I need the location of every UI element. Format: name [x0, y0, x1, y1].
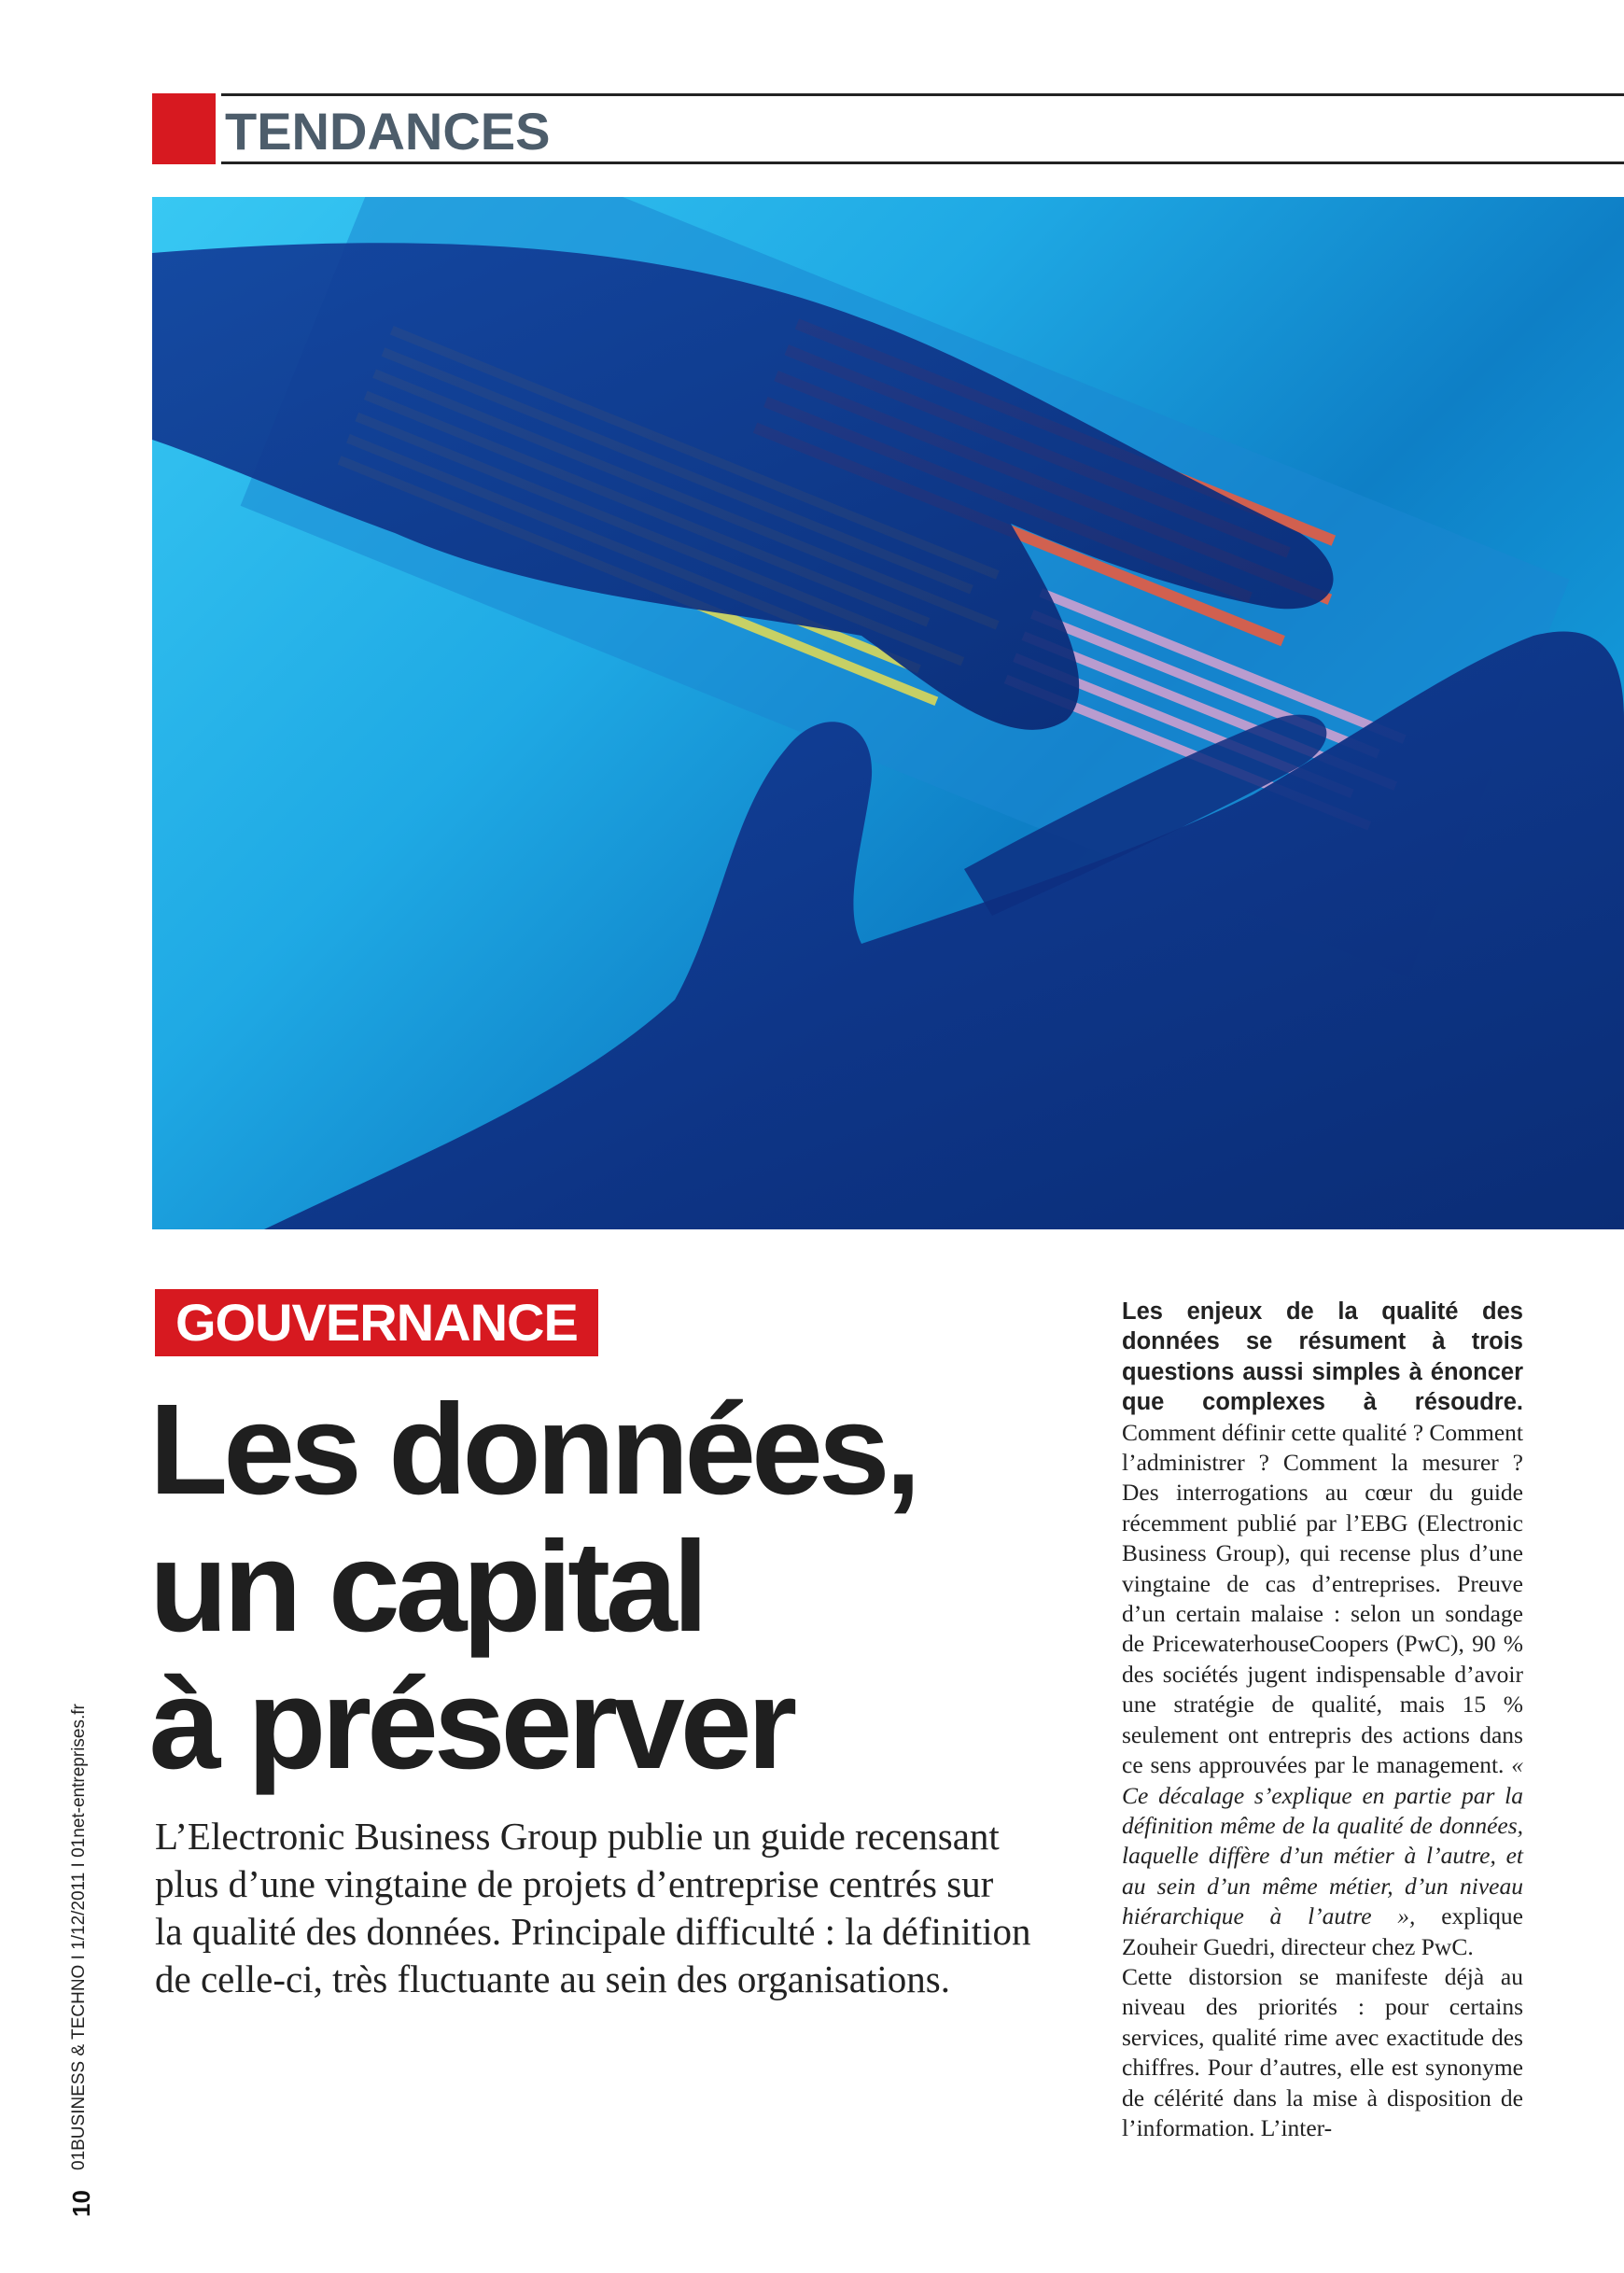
- rubric-rule-bottom: [221, 161, 1624, 164]
- article-standfirst: [155, 1813, 1032, 2003]
- hero-photo-hands-data: [152, 197, 1624, 1229]
- standfirst-line: L’Electronic Business Group publie un guide recensant: [155, 1815, 1000, 1858]
- hero-illustration: [152, 197, 1624, 1229]
- standfirst-line: la qualité des données. Principale difficulté : la définition: [155, 1910, 1031, 1953]
- standfirst-line: de celle-ci, très fluctuante au sein des organisations.: [155, 1957, 950, 2000]
- body-attribution: explique Zouheir Guedri, directeur chez PwC.: [1122, 1902, 1523, 1960]
- body-lead-in: Les enjeux de la qualité des données se résument à trois questions aussi simples à énoncer que complexes à résoudre.: [1122, 1298, 1523, 1416]
- body-paragraph-2: Cette distorsion se manifeste déjà au niveau des priorités : pour certains services, qualité rime avec exactitude des chiffres. Pour d’autres, elle est synonyme de célérité dans la mise à disposition de l’information. L’inter-: [1122, 1962, 1523, 2141]
- page-number: 10: [67, 2190, 95, 2217]
- kicker-label: GOUVERNANCE: [155, 1289, 598, 1356]
- article-body-column: [1122, 1297, 1523, 2143]
- rubric-red-block: [152, 93, 216, 164]
- headline-line: à préserver: [149, 1652, 793, 1796]
- headline-line: un capital: [149, 1515, 705, 1659]
- section-rubric: [152, 93, 1624, 164]
- headline-line: Les données,: [149, 1378, 917, 1522]
- body-paragraph-1: [1122, 1297, 1523, 1962]
- article-headline: [149, 1378, 952, 1796]
- rubric-title: TENDANCES: [225, 102, 551, 161]
- page-sidebar-credit: 01BUSINESS & TECHNO I 1/12/2011 I 01net-entreprises.fr: [69, 1704, 89, 2170]
- rubric-rule-top: [221, 93, 1624, 96]
- standfirst-line: plus d’une vingtaine de projets d’entreprise centrés sur: [155, 1862, 994, 1905]
- body-text: Comment définir cette qualité ? Comment l’administrer ? Comment la mesurer ? Des interrogations au cœur du guide récemment publié par l’EBG (Electronic Business Group), qui recense plus d’une vingtaine de cas d’entreprises. Preuve d’un certain malaise : selon un sondage de PricewaterhouseCoopers (PwC), 90 % des sociétés jugent indispensable d’avoir une stratégie de qualité, mais 15 % seulement ont entrepris des actions dans ce sens approuvées par le management.: [1122, 1418, 1523, 1779]
- body-quote: « Ce décalage s’explique en partie par la définition même de la qualité de données, laquelle diffère d’un métier à l’autre, et au sein d’un même métier, d’un niveau hiérarchique à l’autre »,: [1122, 1751, 1523, 1930]
